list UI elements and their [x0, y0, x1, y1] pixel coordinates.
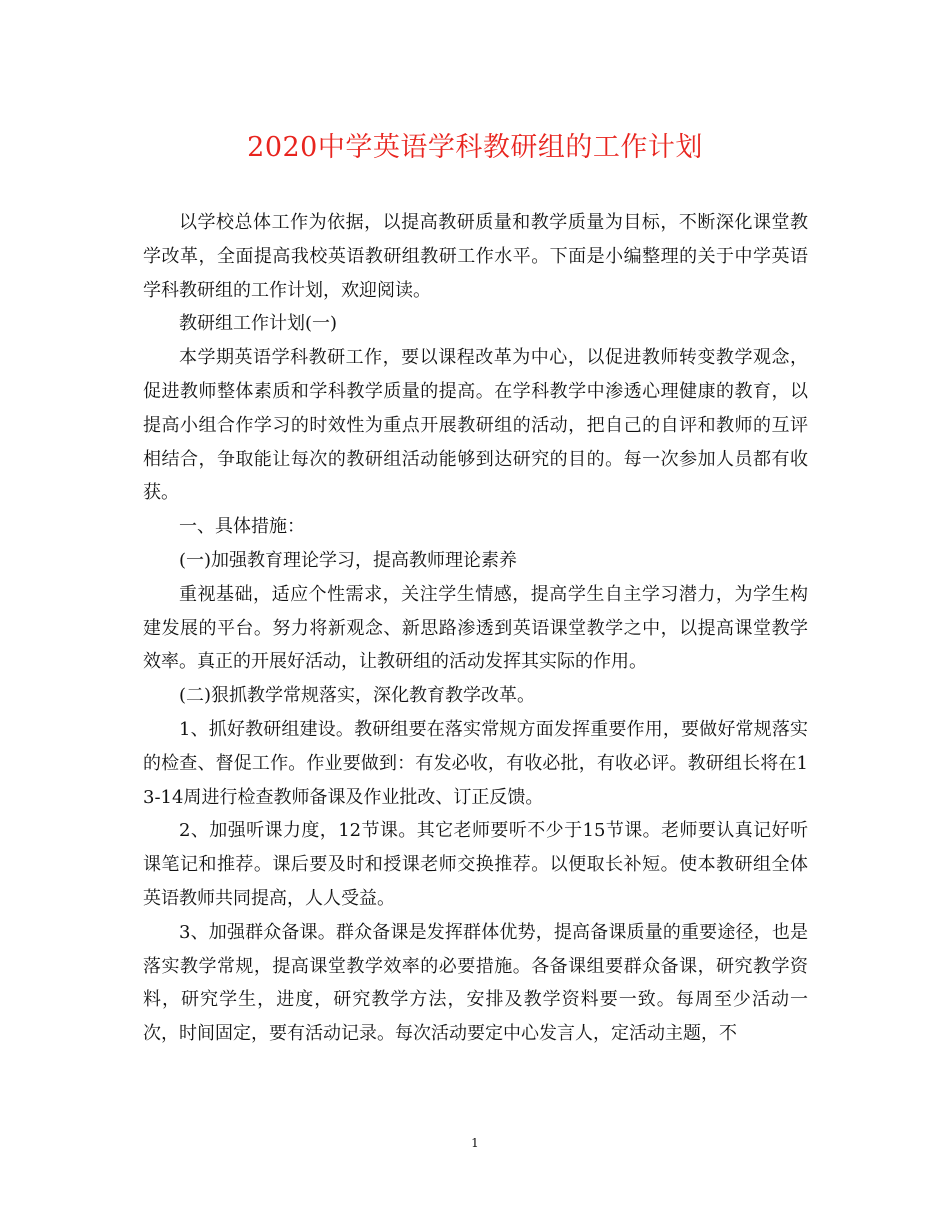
paragraph-item-1: 1、抓好教研组建设。教研组要在落实常规方面发挥重要作用，要做好常规落实的检查、督促工作。作业要做到：有发必收，有收必批，有收必评。教研组长将在13-14周进行检查教师备课及作业批改、订正反馈。 — [143, 718, 808, 808]
paragraph-measures-heading: 一、具体措施： — [179, 516, 305, 538]
paragraph-subheading-theory: (一)加强教育理论学习，提高教师理论素养 — [179, 549, 518, 571]
paragraph-subheading-routine: (二)狠抓教学常规落实，深化教育教学改革。 — [179, 685, 536, 707]
paragraph-intro: 以学校总体工作为依据，以提高教研质量和教学质量为目标，不断深化课堂教学改革，全面提高我校英语教研组教研工作水平。下面是小编整理的关于中学英语学科教研组的工作计划，欢迎阅读。 — [143, 212, 808, 301]
document-title: 2020中学英语学科教研组的工作计划 — [247, 132, 703, 163]
paragraph-theory: 重视基础，适应个性需求，关注学生情感，提高学生自主学习潜力，为学生构建发展的平台。努力将新观念、新思路渗透到英语课堂教学之中，以提高课堂教学效率。真正的开展好活动，让教研组的活动发挥其实际的作用。 — [143, 583, 808, 673]
paragraph-item-3: 3、加强群众备课。群众备课是发挥群体优势，提高备课质量的重要途径，也是落实教学常规，提高课堂教学效率的必要措施。各备课组要群众备课，研究教学资料，研究学生，进度，研究教学方法，安排及教学资料要一致。每周至少活动一次，时间固定，要有活动记录。每次活动要定中心发言人，定活动主题，不 — [143, 921, 808, 1045]
paragraph-item-2: 2、加强听课力度，12节课。其它老师要听不少于15节课。老师要认真记好听课笔记和推荐。课后要及时和授课老师交换推荐。以便取长补短。使本教研组全体英语教师共同提高，人人受益。 — [143, 820, 808, 909]
paragraph-overview: 本学期英语学科教研工作，要以课程改革为中心，以促进教师转变教学观念，促进教师整体素质和学科教学质量的提高。在学科教学中渗透心理健康的教育，以提高小组合作学习的时效性为重点开展教研组的活动，把自己的自评和教师的互评相结合，争取能让每次的教研组活动能够到达研究的目的。每一次参加人员都有收获。 — [143, 347, 808, 504]
page-number: 1 — [471, 1136, 479, 1150]
paragraph-section-heading: 教研组工作计划(一) — [179, 313, 338, 335]
document-body — [143, 206, 808, 1051]
